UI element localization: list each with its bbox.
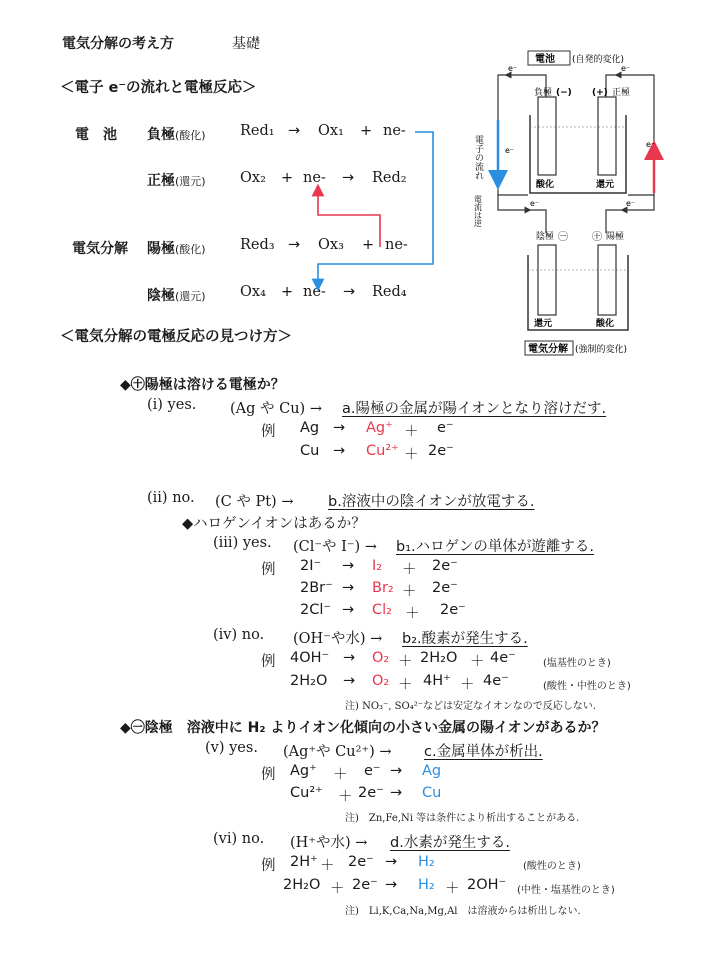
flow-row-0-plus: +: [360, 123, 373, 139]
eq-c1-middle: 2H₂O: [420, 650, 458, 666]
electrode-negative: 負極(酸化): [147, 127, 206, 143]
flow-row-3-arrow: →: [343, 284, 356, 300]
eq-b1-left: 2I⁻: [300, 558, 322, 574]
flow-row-0-arrow: →: [288, 123, 301, 139]
flow-row-1-left: Ox₂: [240, 170, 266, 186]
battery-note: (自発的変化): [572, 55, 625, 65]
flow-row-0-e: ne-: [383, 123, 406, 139]
eq-a2-electron: 2e⁻: [428, 443, 454, 459]
section-heading-find: ＜電気分解の電極反応の見つけ方＞: [60, 329, 292, 345]
flow-row-2-left: Red₃: [240, 237, 275, 253]
eq-c2-middle: 4H⁺: [423, 673, 451, 689]
blue-flow-arrow: [318, 132, 433, 285]
page-title: 電気分解の考え方: [62, 36, 174, 52]
eq-b3-left: 2Cl⁻: [300, 602, 332, 618]
case-iii-cond: (Cl⁻や I⁻) →: [293, 539, 377, 555]
case-i-result: a.陽極の金属が陽イオンとなり溶けだす.: [342, 401, 607, 417]
flow-row-0-right: Ox₁: [318, 123, 344, 139]
cathode-question: ◆㊀陰極 溶液中に H₂ よりイオン化傾向の小さい金属の陽イオンがあるか？: [120, 720, 606, 736]
eq-b1-right: I₂: [372, 558, 383, 574]
eq-b2-electron: 2e⁻: [432, 580, 458, 596]
svg-text:還元: 還元: [596, 180, 615, 190]
eq-d2-arrow: →: [390, 785, 403, 801]
eq-e2-hydroxide: 2OH⁻: [467, 877, 507, 893]
eq-b1-plus: ＋: [402, 562, 417, 578]
case-v-result: c.金属単体が析出.: [424, 744, 543, 760]
svg-text:e⁻: e⁻: [621, 64, 631, 73]
flow-row-2-e: ne-: [385, 237, 408, 253]
eq-c1-plus: ＋: [398, 654, 413, 670]
red-flow-arrow: [318, 190, 380, 247]
eq-d1-electron: e⁻: [364, 763, 381, 779]
eq-c2-plus: ＋: [398, 677, 413, 693]
eq-d2-plus: ＋: [338, 789, 353, 805]
case-iv-label: (iv) no.: [213, 627, 265, 643]
eq-d2-left: Cu²⁺: [290, 785, 323, 801]
eq-b3-right: Cl₂: [372, 602, 392, 618]
case-iv-result: b₂.酸素が発生する.: [402, 631, 528, 647]
eq-a2-right: Cu²⁺: [366, 443, 399, 459]
battery-title: 電池: [535, 54, 555, 65]
eq-c1-arrow: →: [343, 650, 356, 666]
eq-d1-plus: ＋: [333, 767, 348, 783]
eq-a2-plus: ＋: [404, 447, 419, 463]
svg-text:(−): (−): [556, 88, 572, 98]
flow-row-1-right: Red₂: [372, 170, 407, 186]
case-iv-cond: (OH⁻や水) →: [293, 631, 383, 647]
eq-e2-condition: (中性・塩基性のとき): [517, 885, 615, 896]
eq-b2-left: 2Br⁻: [300, 580, 333, 596]
current-flow-label: 電流は逆: [473, 195, 483, 227]
eq-e1-condition: (酸性のとき): [523, 861, 581, 872]
eq-b2-right: Br₂: [372, 580, 394, 596]
eq-c1-right: O₂: [372, 650, 390, 666]
eq-c2-electron: 4e⁻: [483, 673, 509, 689]
flow-row-1-e: ne-: [303, 170, 326, 186]
eq-d1-right: Ag: [422, 763, 442, 779]
anode-label: 陽極: [606, 232, 625, 242]
eq-a1-plus: ＋: [404, 424, 419, 440]
case-i-label: (i) yes.: [147, 397, 197, 413]
battery-label: 電 池: [75, 127, 117, 143]
cell-diagram: [468, 45, 683, 365]
eq-c2-condition: (酸性・中性のとき): [543, 681, 631, 692]
anode-question: ◆㊉陽極は溶ける電極か？: [120, 377, 285, 393]
flow-row-2-arrow: →: [288, 237, 301, 253]
cathode-label: 陰極: [536, 232, 555, 242]
level-label: 基礎: [232, 36, 260, 52]
svg-text:(+): (+): [592, 88, 608, 98]
eq-a1-left: Ag: [300, 420, 320, 436]
eq-e1-plus: ＋: [320, 858, 335, 874]
eq-e2-plus: ＋: [330, 881, 345, 897]
eq-c1-plus2: ＋: [470, 654, 485, 670]
svg-text:e⁻: e⁻: [508, 64, 518, 73]
eq-e2-left: 2H₂O: [283, 877, 321, 893]
svg-text:酸化: 酸化: [536, 180, 555, 190]
eq-d2-right: Cu: [422, 785, 442, 801]
eq-e1-right: H₂: [418, 854, 435, 870]
eq-b3-arrow: →: [342, 602, 355, 618]
eq-e2-right: H₂: [418, 877, 435, 893]
flow-row-1-arrow: →: [342, 170, 355, 186]
electrode-positive: 正極(還元): [147, 173, 206, 189]
eq-c1-electron: 4e⁻: [490, 650, 516, 666]
svg-text:e⁻: e⁻: [530, 199, 540, 208]
electrolysis-note: (強制的変化): [575, 345, 628, 355]
svg-text:酸化: 酸化: [596, 319, 615, 329]
eq-c1-condition: (塩基性のとき): [543, 658, 611, 669]
eq-e1-left: 2H⁺: [290, 854, 318, 870]
flow-row-2-right: Ox₃: [318, 237, 344, 253]
negative-label: 負極: [534, 88, 553, 98]
note-non-deposit-metals: 注) Li,K,Ca,Na,Mg,Al は溶液からは析出しない.: [345, 906, 581, 917]
case-iii-result: b₁.ハロゲンの単体が遊離する.: [396, 539, 594, 555]
electrolysis-title: 電気分解: [528, 344, 568, 355]
note-stable-ions: 注) NO₃⁻, SO₄²⁻などは安定なイオンなので反応しない.: [345, 701, 596, 712]
case-vi-cond: (H⁺や水) →: [290, 835, 368, 851]
eq-c2-left: 2H₂O: [290, 673, 328, 689]
eq-e2-electron: 2e⁻: [352, 877, 378, 893]
eq-a1-electron: e⁻: [437, 420, 454, 436]
eq-b2-plus: ＋: [402, 584, 417, 600]
eq-b3-electron: 2e⁻: [440, 602, 466, 618]
electrode-cathode: 陰極(還元): [147, 288, 206, 304]
case-iii-label: (iii) yes.: [213, 535, 272, 551]
example-label: 例: [261, 858, 276, 874]
eq-e2-arrow: →: [385, 877, 398, 893]
positive-label: 正極: [612, 88, 631, 98]
example-label: 例: [261, 654, 276, 670]
svg-text:e⁻: e⁻: [626, 199, 636, 208]
eq-c2-right: O₂: [372, 673, 390, 689]
example-label: 例: [261, 424, 276, 440]
case-ii-cond: (C や Pt) →: [215, 494, 294, 510]
section-heading-flow: ＜電子 e⁻の流れと電極反応＞: [60, 80, 257, 96]
eq-e1-electron: 2e⁻: [348, 854, 374, 870]
example-label: 例: [261, 562, 276, 578]
electron-flow-label: 電子の流れ: [473, 135, 483, 180]
case-vi-result: d.水素が発生する.: [390, 835, 510, 851]
flow-row-1-plus: +: [281, 170, 294, 186]
svg-text:㊀: ㊀: [558, 232, 568, 243]
eq-d2-electron: 2e⁻: [358, 785, 384, 801]
eq-a2-left: Cu: [300, 443, 320, 459]
electrolysis-label: 電気分解: [72, 241, 128, 257]
eq-c2-plus2: ＋: [460, 677, 475, 693]
flow-row-3-left: Ox₄: [240, 284, 266, 300]
eq-b3-plus: ＋: [405, 606, 420, 622]
eq-a1-right: Ag⁺: [366, 420, 393, 436]
case-v-cond: (Ag⁺や Cu²⁺) →: [283, 744, 392, 760]
flow-row-2-plus: +: [362, 237, 375, 253]
eq-e1-arrow: →: [385, 854, 398, 870]
case-ii-result: b.溶液中の陰イオンが放電する.: [328, 494, 535, 510]
eq-c1-left: 4OH⁻: [290, 650, 330, 666]
svg-text:e⁻: e⁻: [646, 140, 656, 149]
eq-a2-arrow: →: [333, 443, 346, 459]
eq-d1-left: Ag⁺: [290, 763, 317, 779]
example-label: 例: [261, 767, 276, 783]
eq-b1-electron: 2e⁻: [432, 558, 458, 574]
svg-text:㊉: ㊉: [592, 232, 602, 243]
case-v-label: (v) yes.: [205, 740, 258, 756]
flow-row-3-e: ne-: [303, 284, 326, 300]
case-vi-label: (vi) no.: [213, 831, 265, 847]
flow-row-0-left: Red₁: [240, 123, 275, 139]
case-i-cond: (Ag や Cu) →: [230, 401, 322, 417]
eq-b2-arrow: →: [342, 580, 355, 596]
eq-c2-arrow: →: [343, 673, 356, 689]
flow-row-3-plus: +: [281, 284, 294, 300]
flow-row-3-right: Red₄: [372, 284, 407, 300]
svg-text:e⁻: e⁻: [505, 146, 515, 155]
case-ii-label: (ii) no.: [147, 490, 195, 506]
electrode-anode: 陽極(酸化): [147, 241, 206, 257]
eq-a1-arrow: →: [333, 420, 346, 436]
note-conditional-metals: 注) Zn,Fe,Ni 等は条件により析出することがある.: [345, 813, 580, 824]
eq-d1-arrow: →: [390, 763, 403, 779]
eq-e2-plus2: ＋: [445, 881, 460, 897]
eq-b1-arrow: →: [342, 558, 355, 574]
halogen-question: ◆ハロゲンイオンはあるか？: [182, 516, 366, 532]
svg-text:還元: 還元: [534, 319, 553, 329]
